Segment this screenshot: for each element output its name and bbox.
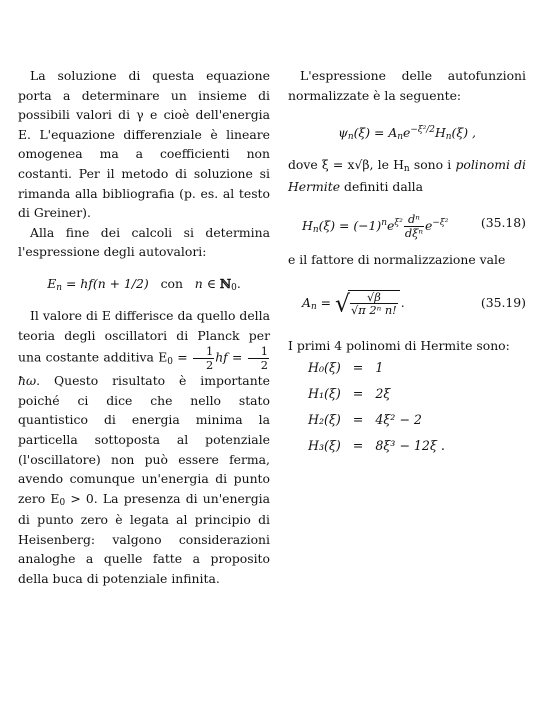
energy-condition-word: con <box>160 275 183 291</box>
hermite-eq-sign: = <box>352 437 364 453</box>
hermite-eq-sign: = <box>352 412 364 428</box>
sqrt-radicand <box>348 290 400 317</box>
hermite-row <box>302 433 451 459</box>
sqrt-symbol-icon: √ <box>334 289 350 318</box>
paragraph-intro: La soluzione di questa equazione porta a determinare un insieme di possibili valori di γ e cioè dell'energia E. L'equazione differenziale è lineare omogenea ma a coefficienti non costanti. Per il metodo di soluzione si rimanda alla bibliografia (p. es. al testo di Greiner). <box>18 68 270 221</box>
energy-condition-var: n ∈ <box>194 275 220 291</box>
energy-end: . <box>236 275 241 291</box>
derivative-numerator: dⁿ <box>404 213 424 227</box>
paragraph-eigenvalues: Alla fine dei calcoli si determina l'espressione degli autovalori: <box>18 224 270 260</box>
norm-equals: = <box>316 294 335 310</box>
zero-point-text-a: Il valore di E differisce da quello della teoria degli oscillatori di Planck per una costante additiva E <box>18 307 270 365</box>
hermite-lhs: H₁(ξ) <box>308 386 341 402</box>
hermite-eq-sign: = <box>352 360 364 376</box>
e0-equals: = <box>172 349 192 365</box>
psi-arg: (ξ) = A <box>353 125 398 141</box>
energy-subscript: n <box>56 283 63 294</box>
paragraph-hermite-def <box>288 155 526 196</box>
hermite-arg: (ξ) = (−1) <box>318 218 382 233</box>
hermite-def-c: definiti dalla <box>340 178 424 194</box>
psi-tail: (ξ) , <box>451 125 476 141</box>
derivative-fraction <box>404 213 424 239</box>
hermite-rhs: 8ξ³ − 12ξ . <box>375 437 445 453</box>
psi-hermite-subscript: n <box>445 132 452 143</box>
hermite-row <box>302 355 451 381</box>
hermite-lhs: H₂(ξ) <box>308 412 341 428</box>
hermite-lhs: H₃(ξ) <box>308 437 341 453</box>
psi-exp-base: e <box>403 125 411 141</box>
equation-hermite <box>288 196 526 250</box>
hermite-symbol: H <box>302 218 313 233</box>
hermite-exp2-base: e <box>425 218 433 233</box>
hermite-polynomials-table <box>302 355 451 459</box>
norm-numerator: √β <box>350 291 398 305</box>
hermite-eq-sign: = <box>352 386 364 402</box>
equation-number-3519: (35.19) <box>480 294 526 310</box>
fraction-half-2: $\frac{1}{2}$ <box>248 345 269 371</box>
fraction-half-1: $\frac{1}{2}$ <box>193 345 214 371</box>
paragraph-eigenfunctions: L'espressione delle autofunzioni normalizzate è la seguente: <box>288 68 526 103</box>
equation-energy <box>18 262 270 306</box>
zero-point-text-c: > 0. La presenza di un'energia di punto zero è legata al principio di Heisenberg: valgono considerazioni analoghe a quelle fatte a proposito della buca di potenziale infinita. <box>18 490 270 586</box>
hermite-rhs: 2ξ <box>375 386 391 402</box>
energy-rhs: = hf(n + 1/2) <box>65 275 149 291</box>
paragraph-normalization: e il fattore di normalizzazione vale <box>288 252 506 268</box>
hermite-rhs: 1 <box>375 360 384 376</box>
hf-term: hf = <box>215 349 247 365</box>
hbar-omega: ħω <box>18 373 37 389</box>
an-symbol: A <box>302 294 311 310</box>
e0-subscript-2: 0 <box>59 498 66 508</box>
norm-denominator: √π 2ⁿ n! <box>350 303 397 318</box>
hermite-exp1-base: e <box>387 218 395 233</box>
right-column <box>288 66 526 459</box>
psi-hermite: H <box>434 125 446 141</box>
norm-end: . <box>400 294 405 310</box>
derivative-denominator: dξⁿ <box>404 226 424 240</box>
equation-normalization <box>288 270 526 336</box>
paragraph-zero-point <box>18 306 270 589</box>
paragraph-first-polynomials: I primi 4 polinomi di Hermite sono: <box>288 337 510 353</box>
hermite-def-subscript: n <box>403 164 410 175</box>
psi-symbol: ψ <box>338 125 348 141</box>
zero-point-text-b: . Questo risultato è importante poiché ci dice che nello stato quantistico di energia minima la particella sottoposta al potenziale (l'oscillatore) non può essere ferma, avendo comunque un'energia di punto zero E <box>18 373 270 506</box>
psi-subscript: n <box>347 132 354 143</box>
hermite-exp2: −ξ² <box>432 218 449 229</box>
hermite-def-b: sono i <box>409 157 456 173</box>
hermite-subscript: n <box>312 225 319 236</box>
hermite-rhs: 4ξ² − 2 <box>375 412 422 428</box>
natural-numbers-set: ℕ <box>219 275 232 291</box>
hermite-exp1: ξ² <box>394 218 403 229</box>
equation-number-3518: (35.18) <box>480 215 526 231</box>
natural-numbers-subscript: 0 <box>231 283 237 294</box>
energy-symbol: E <box>47 275 57 291</box>
e0-subscript: 0 <box>167 356 173 367</box>
hermite-power: n <box>381 218 387 229</box>
hermite-lhs: H₀(ξ) <box>308 360 341 376</box>
left-column <box>18 66 270 588</box>
psi-exponent: −ξ²/2 <box>410 125 435 136</box>
hermite-row <box>302 381 451 407</box>
equation-psi <box>288 105 526 155</box>
hermite-row <box>302 407 451 433</box>
hermite-def-a: dove ξ = x√β, le H <box>288 157 404 173</box>
an-sub: n <box>310 301 317 312</box>
hermite-polynomials-term: polinomi di Hermite <box>288 157 526 194</box>
an-subscript: n <box>397 132 404 143</box>
